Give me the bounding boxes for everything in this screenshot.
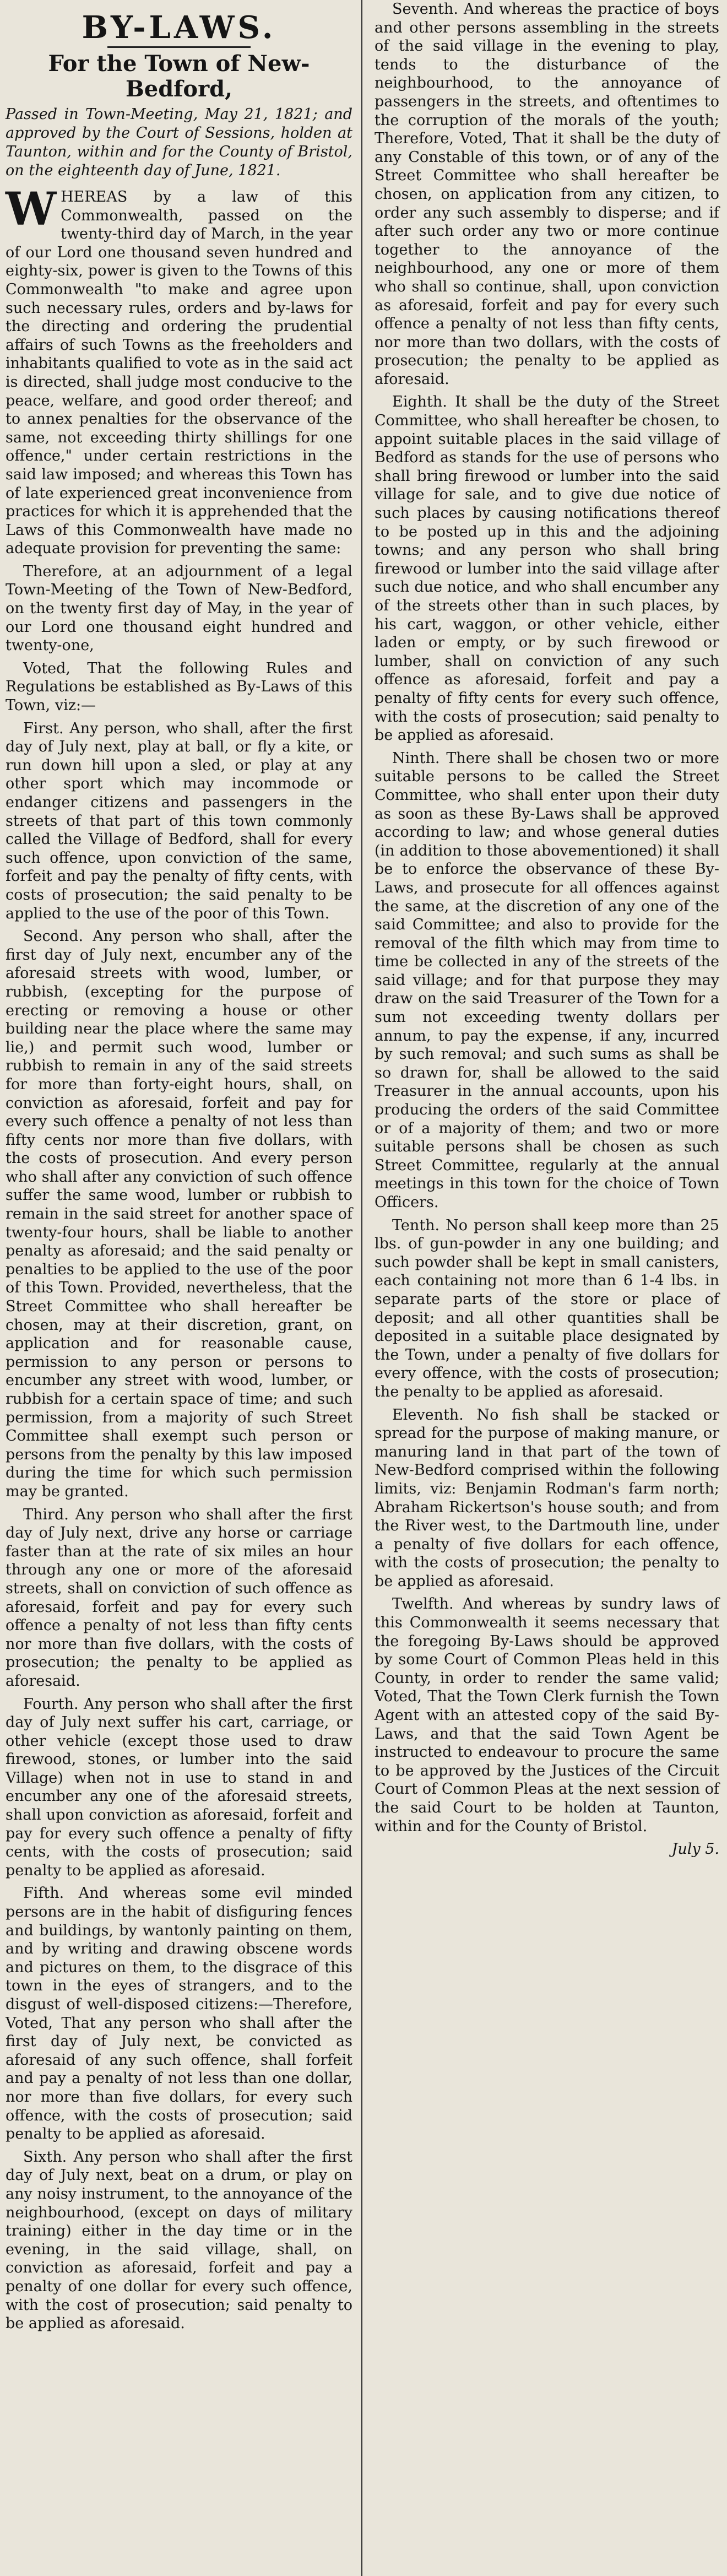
section-second: Second. Any person who shall, after the first day of July next, encumber any of the aforesaid streets with wood, lumber, or rubbish, (excepting for the purpose of erecting or removing a house or other building near the place where the same may lie,) and permit such wood, lumber or rubbish to remain in any of the said streets for more than forty-eight hours, shall, on conviction as aforesaid, forfeit and pay for every such offence a penalty of not less than fifty cents nor more than five dollars, with the costs of prosecution. And every person who shall after any conviction of such offence suffer the same wood, lumber or rubbish to remain in the said street for another space of twenty-four hours, shall be liable to another penalty as aforesaid; and the said penalty or penalties to be applied to the use of the poor of this Town. Provided, nevertheless, that the Street Committee who shall hereafter be chosen, may at their discretion, grant, on application and for reasonable cause, permission to any person or persons to encumber any street with wood, lumber, or rubbish for a certain space of time; and such permission, from a majority of such Street Committee shall exempt such person or persons from the penalty by this law imposed during the time for which such permission may be granted. — [6, 928, 352, 1500]
masthead — [6, 10, 352, 102]
closing-date: July 5. — [671, 1841, 719, 1858]
title-underline — [107, 46, 251, 48]
section-fifth: Fifth. And whereas some evil minded persons are in the habit of disfiguring fences and buildings, by wantonly painting on them, and by writing and drawing obscene words and pictures on them, to the disgrace of this town in the eyes of strangers, and to the disgust of well-disposed citizens:—Therefore, Voted, That any person who shall after the first day of July next, be convicted as aforesaid of any such offence, shall forfeit and pay a penalty of not less than one dollar, nor more than five dollars, for every such offence, with the costs of prosecution; said penalty to be applied as aforesaid. — [6, 1885, 352, 2143]
section-tenth: Tenth. No person shall keep more than 25 lbs. of gun-powder in any one building; and such powder shall be kept in small canisters, each containing not more than 6 1-4 lbs. in separate parts of the store or place of deposit; and all other quantities shall be deposited in a suitable place designated by the Town, under a penalty of five dollars for every offence, with the costs of prosecution; the penalty to be applied as aforesaid. — [375, 1216, 719, 1400]
section-eleventh: Eleventh. No fish shall be stacked or spread for the purpose of making manure, or manuring land in that part of the town of New-Bedford comprised within the following limits, viz: Benjamin Rodman's farm north; Abraham Rickertson's house south; and from the River west, to the Dartmouth line, under a penalty of five dollars for each offence, with the costs of prosecution; the penalty to be applied as aforesaid. — [375, 1406, 719, 1590]
preamble-text: HEREAS by a law of this Commonwealth, passed on the twenty-third day of March, in the year of our Lord one thousand seven hundred and eighty-six, power is given to the Towns of this Commonwealth "to make and agree upon such necessary rules, orders and by-laws for the directing and ordering the prudential affairs of such Towns as the freeholders and inhabitants qualified to vote as in the said act is directed, shall judge most conducive to the peace, welfare, and good order thereof; and to annex penalties for the observance of the same, not exceeding thirty shillings for one offence," under certain restrictions in the said law imposed; and whereas this Town has of late experienced great inconvenience from practices for which it is apprehended that the Laws of this Commonwealth have made no adequate provision for preventing the same: — [6, 188, 352, 558]
left-column — [6, 0, 352, 2576]
section-eighth: Eighth. It shall be the duty of the Street Committee, who shall hereafter be chosen, to appoint suitable places in the said village of Bedford as stands for the use of persons who shall bring firewood or lumber into the said village for sale, and to give due notice of such places by causing notifications thereof to be posted up in this and the adjoining towns; and any person who shall bring firewood or lumber into the said village after such due notice, and who shall encumber any of the streets other than in such places, by his cart, waggon, or other vehicle, either laden or empty, or by such firewood or lumber, shall on conviction of any such offence as aforesaid, forfeit and pay a penalty of fifty cents for every such offence, with the costs of prosecution; said penalty to be applied as aforesaid. — [375, 393, 719, 744]
section-therefore: Therefore, at an adjournment of a legal Town-Meeting of the Town of New-Bedford, on the twenty first day of May, in the year of our Lord one thousand eight hundred and twenty-one, — [6, 562, 352, 654]
section-sixth: Sixth. Any person who shall after the first day of July next, beat on a drum, or play on any noisy instrument, to the annoyance of the neighbourhood, (except on days of military training) either in the day time or in the evening, in the said village, shall, on conviction as aforesaid, forfeit and pay a penalty of one dollar for every such offence, with the cost of prosecution; said penalty to be applied as aforesaid. — [6, 2148, 352, 2333]
dropcap: W — [6, 183, 57, 236]
section-fourth: Fourth. Any person who shall after the first day of July next suffer his cart, carriage, or other vehicle (except those used to draw firewood, stones, or lumber into the said Village) when not in use to stand in and encumber any one of the aforesaid streets, shall upon conviction as aforesaid, forfeit and pay for every such offence a penalty of fifty cents, with the costs of prosecution; said penalty to be applied as aforesaid. — [6, 1695, 352, 1879]
right-column — [375, 0, 719, 2576]
section-seventh: Seventh. And whereas the practice of boys and other persons assembling in the streets of the said village in the evening to play, tends to the disturbance of the neighbourhood, to the annoyance of passengers in the streets, and oftentimes to the corruption of the morals of the youth; Therefore, Voted, That it shall be the duty of any Constable of this town, or of any of the Street Committee who shall hereafter be chosen, on application from any citizen, to order any such assembly to disperse; and if after such order any two or more continue together to the annoyance of the neighbourhood, any one or more of them who shall so continue, shall, upon conviction as aforesaid, forfeit and pay for every such offence a penalty of not less than fifty cents, nor more than two dollars, with the costs of prosecution; the penalty to be applied as aforesaid. — [375, 1, 719, 388]
passed-notice: Passed in Town-Meeting, May 21, 1821; and approved by the Court of Sessions, holden at Taunton, within and for the County of Bristol, on the eighteenth day of June, 1821. — [6, 106, 352, 179]
preamble — [6, 183, 352, 558]
section-first: First. Any person, who shall, after the first day of July next, play at ball, or fly a kite, or run down hill upon a sled, or play at any other sport which may incommode or endanger citizens and passengers in the streets of that part of this town commonly called the Village of Bedford, shall for every such offence, upon conviction of the same, forfeit and pay the penalty of fifty cents, with costs of prosecution; the said penalty to be applied to the use of the poor of this Town. — [6, 719, 352, 922]
page-subtitle: For the Town of New-Bedford, — [48, 51, 310, 102]
page-title: BY-LAWS. — [82, 9, 276, 46]
section-third: Third. Any person who shall after the first day of July next, drive any horse or carriage faster than at the rate of six miles an hour through any one or more of the aforesaid streets, shall on conviction of such offence as aforesaid, forfeit and pay for every such offence a penalty of not less than fifty cents nor more than five dollars, with the costs of prosecution; the penalty to be applied as aforesaid. — [6, 1506, 352, 1690]
section-voted: Voted, That the following Rules and Regulations be established as By-Laws of this Town, viz:— — [6, 659, 352, 715]
column-divider — [361, 0, 362, 2576]
section-ninth: Ninth. There shall be chosen two or more suitable persons to be called the Street Committee, who shall enter upon their duty as soon as these By-Laws shall be approved according to law; and whose general duties (in addition to those abovementioned) it shall be to enforce the observance of these By-Laws, and prosecute for all offences against the same, at the discretion of any one of the said Committee; and also to provide for the removal of the filth which may from time to time be collected in any of the streets of the said village; and for that purpose they may draw on the said Treasurer of the Town for a sum not exceeding twenty dollars per annum, to pay the expense, if any, incurred by such removal; and such sums as shall be so drawn for, shall be allowed to the said Treasurer in the annual accounts, upon his producing the orders of the said Committee or of a majority of them; and two or more suitable persons shall be chosen as such Street Committee, regularly at the annual meetings in this town for the choice of Town Officers. — [375, 749, 719, 1211]
section-twelfth: Twelfth. And whereas by sundry laws of this Commonwealth it seems necessary that the foregoing By-Laws should be approved by some Court of Common Pleas held in this County, in order to render the same valid; Voted, That the Town Clerk furnish the Town Agent with an attested copy of the said By-Laws, and that the said Town Agent be instructed to endeavour to procure the same to be approved by the Justices of the Circuit Court of Common Pleas at the next session of the said Court to be holden at Taunton, within and for the County of Bristol. — [375, 1595, 719, 1835]
